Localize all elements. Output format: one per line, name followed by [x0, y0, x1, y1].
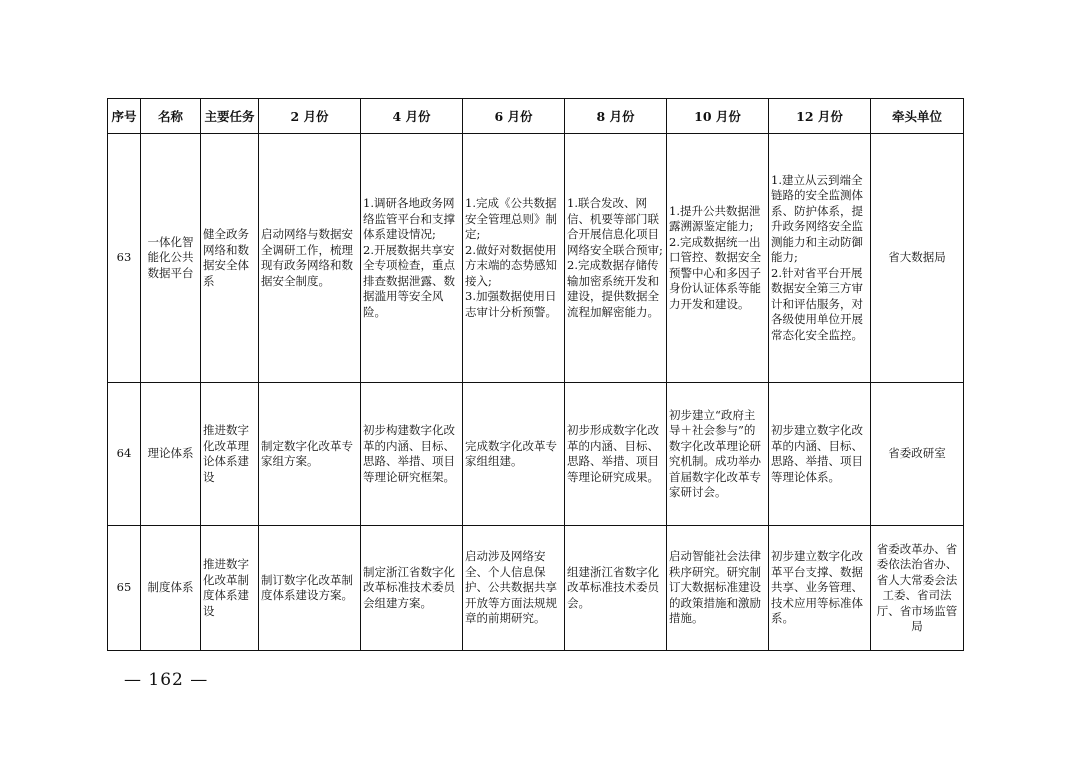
cell-no: 63 — [108, 134, 141, 383]
header-task: 主要任务 — [201, 99, 259, 134]
cell-lead: 省委改革办、省委依法治省办、省人大常委会法工委、省司法厅、省市场监管局 — [871, 526, 964, 651]
list-item: 初步建立数字化改革的内涵、目标、思路、举措、项目等理论体系。 — [771, 423, 863, 484]
cell-task: 健全政务网络和数据安全体系 — [201, 134, 259, 383]
table-row — [108, 383, 964, 526]
cell-dec — [769, 526, 871, 651]
cell-feb — [259, 134, 361, 383]
list-item: 完成数字化改革专家组组建。 — [465, 438, 557, 468]
cell-no: 65 — [108, 526, 141, 651]
header-apr: 4 月份 — [361, 99, 463, 134]
cell-apr — [361, 134, 463, 383]
cell-task: 推进数字化改革理论体系建设 — [201, 383, 259, 526]
list-item: 制定数字化改革专家组方案。 — [261, 438, 353, 468]
list-item: 启动智能社会法律秩序研究。研究制订大数据标准建设的政策措施和激励措施。 — [669, 549, 761, 626]
list-item: 1.提升公共数据泄露溯源鉴定能力; — [669, 203, 761, 234]
list-item: 组建浙江省数字化改革标准技术委员会。 — [567, 564, 659, 610]
table-row — [108, 134, 964, 383]
cell-name: 一体化智能化公共数据平台 — [141, 134, 201, 383]
cell-feb — [259, 383, 361, 526]
cell-lead: 省委政研室 — [871, 383, 964, 526]
list-item: 2.做好对数据使用方末端的态势感知接入; — [465, 242, 557, 288]
cell-oct — [667, 134, 769, 383]
cell-dec — [769, 134, 871, 383]
cell-name: 制度体系 — [141, 526, 201, 651]
list-item: 启动网络与数据安全调研工作，梳理现有政务网络和数据安全制度。 — [261, 227, 353, 288]
table-header-row — [108, 99, 964, 134]
list-item: 2.针对省平台开展数据安全第三方审计和评估服务，对各级使用单位开展常态化安全监控。 — [771, 265, 863, 342]
header-lead: 牵头单位 — [871, 99, 964, 134]
list-item: 2.完成数据存储传输加密系统开发和建设，提供数据全流程加解密能力。 — [567, 258, 659, 319]
cell-name: 理论体系 — [141, 383, 201, 526]
table-row — [108, 526, 964, 651]
cell-oct — [667, 383, 769, 526]
cell-apr — [361, 526, 463, 651]
cell-lead: 省大数据局 — [871, 134, 964, 383]
list-item: 1.联合发改、网信、机要等部门联合开展信息化项目网络安全联合预审; — [567, 196, 663, 257]
cell-oct — [667, 526, 769, 651]
cell-aug — [565, 526, 667, 651]
list-item: 启动涉及网络安全、个人信息保护、公共数据共享开放等方面法规规章的前期研究。 — [465, 549, 557, 626]
list-item: 3.加强数据使用日志审计分析预警。 — [465, 289, 557, 319]
header-jun: 6 月份 — [463, 99, 565, 134]
cell-task: 推进数字化改革制度体系建设 — [201, 526, 259, 651]
list-item: 2.完成数据统一出口管控、数据安全预警中心和多因子身份认证体系等能力开发和建设。 — [669, 234, 761, 311]
list-item: 初步形成数字化改革的内涵、目标、思路、举措、项目等理论研究成果。 — [567, 423, 659, 484]
header-feb: 2 月份 — [259, 99, 361, 134]
plan-table — [107, 98, 964, 651]
list-item: 初步建立“政府主导＋社会参与”的数字化改革理论研究机制。成功举办首届数字化改革专家研讨会。 — [669, 407, 761, 499]
list-item: 制定浙江省数字化改革标准技术委员会组建方案。 — [363, 564, 455, 610]
cell-no: 64 — [108, 383, 141, 526]
header-aug: 8 月份 — [565, 99, 667, 134]
cell-dec — [769, 383, 871, 526]
cell-feb — [259, 526, 361, 651]
list-item: 1.调研各地政务网络监管平台和支撑体系建设情况; — [363, 196, 455, 241]
cell-jun — [463, 383, 565, 526]
list-item: 制订数字化改革制度体系建设方案。 — [261, 572, 353, 602]
list-item: 初步建立数字化改革平台支撑、数据共享、业务管理、技术应用等标准体系。 — [771, 549, 863, 626]
cell-aug — [565, 383, 667, 526]
cell-jun — [463, 526, 565, 651]
page-number: — 162 — — [124, 670, 209, 690]
header-dec: 12 月份 — [769, 99, 871, 134]
cell-aug — [565, 134, 667, 383]
header-name: 名称 — [141, 99, 201, 134]
list-item: 初步构建数字化改革的内涵、目标、思路、举措、项目等理论研究框架。 — [363, 423, 455, 484]
list-item: 1.建立从云到端全链路的安全监测体系、防护体系，提升政务网络安全监测能力和主动防御能力; — [771, 172, 863, 265]
cell-jun — [463, 134, 565, 383]
header-no: 序号 — [108, 99, 141, 134]
header-oct: 10 月份 — [667, 99, 769, 134]
list-item: 1.完成《公共数据安全管理总则》制定; — [465, 196, 557, 241]
cell-apr — [361, 383, 463, 526]
list-item: 2.开展数据共享安全专项检查，重点排查数据泄露、数据滥用等安全风险。 — [363, 242, 455, 319]
